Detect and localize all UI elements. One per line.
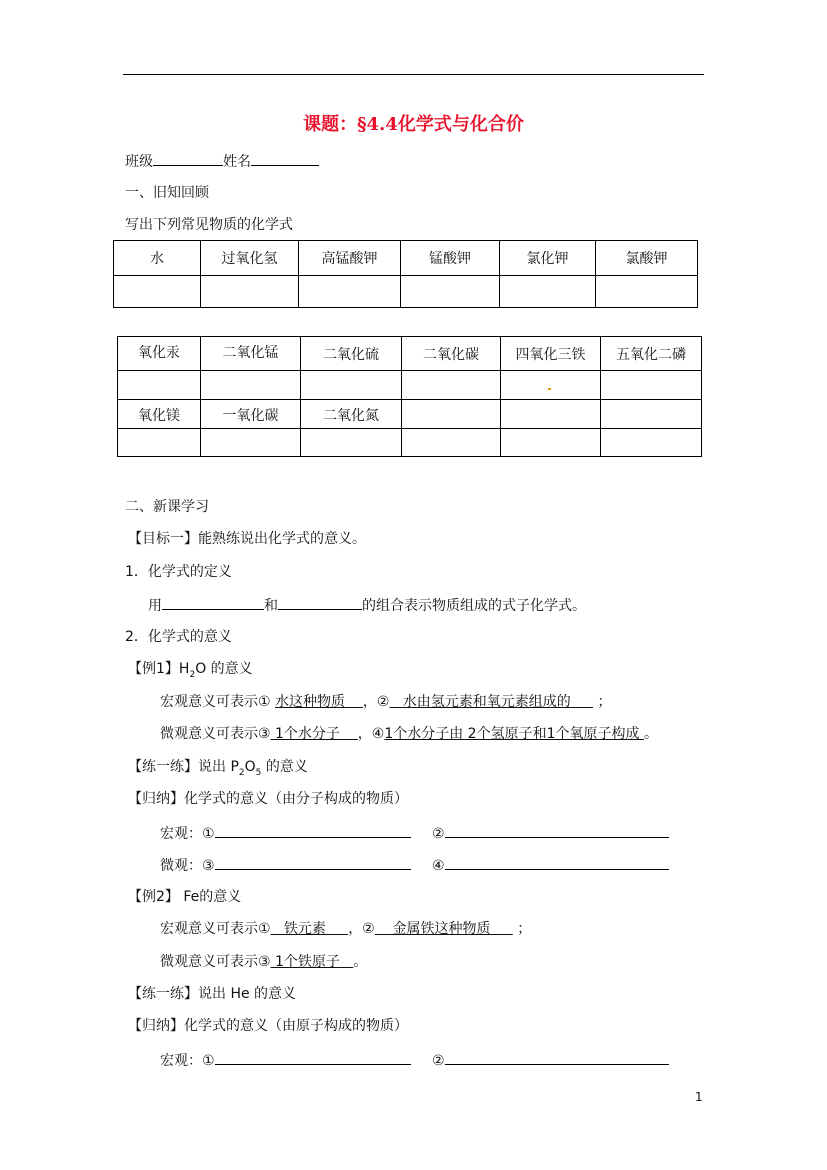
summary-blank[interactable] <box>445 855 669 870</box>
table-header-cell: 水 <box>114 241 201 276</box>
name-blank[interactable] <box>251 151 319 166</box>
formula-table-2 <box>117 336 702 457</box>
answer-cell[interactable] <box>401 276 500 308</box>
table-header-cell: 高锰酸钾 <box>299 241 401 276</box>
definition-blank-1[interactable] <box>162 595 264 610</box>
class-label: 班级 <box>125 154 153 170</box>
answer-cell[interactable] <box>114 276 201 308</box>
table-header-cell: 二氧化硫 <box>301 337 402 371</box>
table-header-cell: 五氧化二磷 <box>601 337 702 371</box>
answer-cell[interactable] <box>501 371 601 400</box>
answer-cell[interactable] <box>301 429 402 457</box>
definition-line: 用 和 的组合表示物质组成的式子化学式。 <box>148 595 586 615</box>
answer-cell[interactable] <box>500 276 596 308</box>
answer-cell[interactable] <box>601 429 702 457</box>
answer-cell[interactable] <box>601 371 702 400</box>
answer-cell[interactable] <box>201 371 301 400</box>
class-blank[interactable] <box>153 151 223 166</box>
table-header-cell: 二氧化锰 <box>201 337 301 371</box>
page-title: 课题：§4.4化学式与化合价 <box>303 114 524 135</box>
summary-blank[interactable] <box>215 1050 411 1065</box>
table-header-cell: 二氧化氮 <box>301 400 402 429</box>
table-header-cell: 二氧化碳 <box>402 337 501 371</box>
table-header-cell: 过氧化氢 <box>201 241 299 276</box>
example-1-macro: 宏观意义可表示① 水这种物质 ，② 水由氢元素和氧元素组成的 ； <box>160 694 612 710</box>
answer-text: 1个铁原子 <box>275 954 340 970</box>
header-rule <box>123 74 704 75</box>
table-header-cell: 氧化镁 <box>118 400 201 429</box>
section1-instruction: 写出下列常见物质的化学式 <box>125 217 293 233</box>
summary-blank[interactable] <box>215 855 411 870</box>
summary-1-heading: 【归纳】化学式的意义（由分子构成的物质） <box>128 791 408 807</box>
answer-text: 水由氢元素和氧元素组成的 <box>402 694 571 710</box>
definition-blank-2[interactable] <box>278 595 362 610</box>
answer-cell[interactable] <box>402 371 501 400</box>
summary-1-micro: 微观：③ <box>160 855 411 875</box>
answer-cell[interactable] <box>501 400 601 429</box>
answer-cell[interactable] <box>118 371 201 400</box>
page-number: 1 <box>695 1090 703 1104</box>
table-header-cell: 四氧化三铁 <box>501 337 601 371</box>
meaning-heading: 2．化学式的意义 <box>125 629 232 645</box>
answer-text: 铁元素 <box>283 921 326 937</box>
summary-2-heading: 【归纳】化学式的意义（由原子构成的物质） <box>128 1018 408 1034</box>
practice-1: 【练一练】说出 $P_2O_5$ 的意义 <box>128 759 308 778</box>
stray-mark <box>548 388 551 390</box>
summary-1-macro: 宏观：① <box>160 823 411 843</box>
table-header-cell: 锰酸钾 <box>401 241 500 276</box>
answer-cell[interactable] <box>601 400 702 429</box>
answer-cell[interactable] <box>301 371 402 400</box>
student-info <box>125 151 319 171</box>
table-header-cell: 氯化钾 <box>500 241 596 276</box>
name-label: 姓名 <box>223 154 251 170</box>
summary-blank[interactable] <box>215 823 411 838</box>
answer-text: 1个水分子由 2个氢原子和1个氧原子构成 <box>384 726 640 742</box>
example-1-heading: 【例1】$H_2O$ 的意义 <box>128 661 253 680</box>
answer-cell[interactable] <box>596 276 698 308</box>
summary-2-macro: 宏观：① <box>160 1050 411 1070</box>
answer-cell[interactable] <box>501 429 601 457</box>
example-2-heading: 【例2】 Fe的意义 <box>128 889 242 905</box>
answer-cell[interactable] <box>402 400 501 429</box>
answer-cell[interactable] <box>201 276 299 308</box>
goal-1: 【目标一】能熟练说出化学式的意义。 <box>128 531 366 547</box>
table-header-cell: 一氧化碳 <box>201 400 301 429</box>
answer-text: 水这种物质 <box>275 694 346 710</box>
table-header-cell: 氯酸钾 <box>596 241 698 276</box>
answer-text: 1个水分子 <box>275 726 340 742</box>
answer-cell[interactable] <box>118 429 201 457</box>
table-header-cell: 氧化汞 <box>118 337 201 371</box>
formula-table-1 <box>113 240 698 308</box>
example-2-micro: 微观意义可表示③ 1个铁原子 。 <box>160 954 368 970</box>
definition-heading: 1．化学式的定义 <box>125 564 232 580</box>
answer-text: 金属铁这种物质 <box>392 921 491 937</box>
answer-cell[interactable] <box>299 276 401 308</box>
summary-blank[interactable] <box>445 1050 669 1065</box>
answer-cell[interactable] <box>201 429 301 457</box>
summary-blank[interactable] <box>445 823 669 838</box>
section1-heading: 一、旧知回顾 <box>125 185 209 201</box>
example-1-micro: 微观意义可表示③ 1个水分子 ，④1个水分子由 2个氢原子和1个氧原子构成 。 <box>160 726 658 742</box>
practice-2: 【练一练】说出 He 的意义 <box>128 986 297 1002</box>
example-2-macro: 宏观意义可表示① 铁元素 ，② 金属铁这种物质 ； <box>160 921 532 937</box>
section2-heading: 二、新课学习 <box>125 499 209 515</box>
answer-cell[interactable] <box>402 429 501 457</box>
